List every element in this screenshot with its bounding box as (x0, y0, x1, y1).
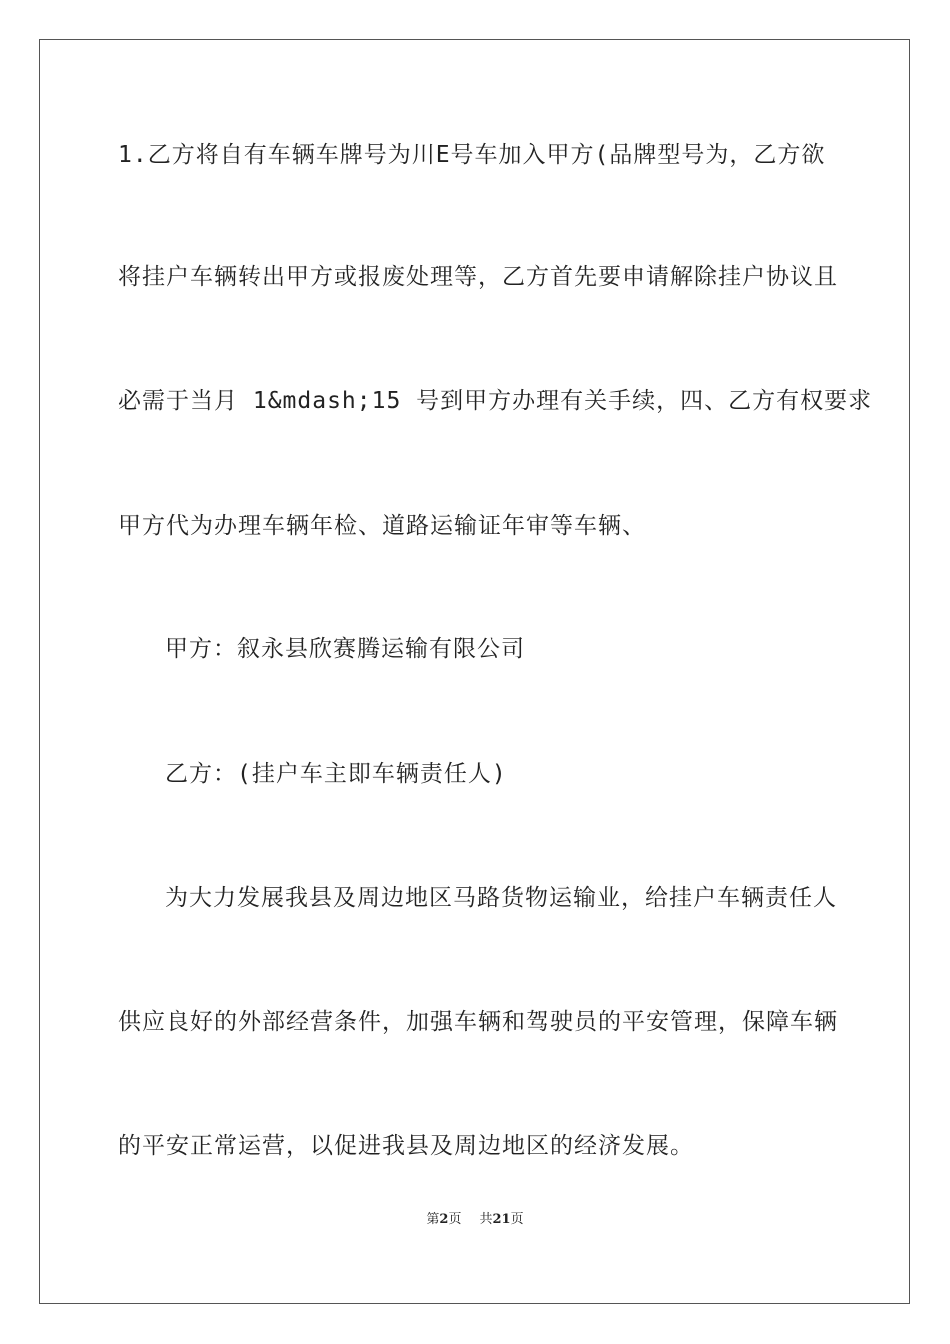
footer-page-suffix: 页 (448, 1212, 462, 1227)
footer-total-prefix: 共 (479, 1212, 493, 1227)
party-a-line: 甲方：叙永县欣赛腾运输有限公司 (165, 636, 525, 662)
purpose-line-2: 供应良好的外部经营条件，加强车辆和驾驶员的平安管理，保障车辆 (118, 1009, 838, 1035)
body-line-1: 1.乙方将自有车辆车牌号为川E号车加入甲方(品牌型号为，乙方欲 (118, 142, 826, 168)
body-line-4: 甲方代为办理车辆年检、道路运输证年审等车辆、 (118, 513, 646, 539)
page-frame (39, 39, 910, 1304)
footer-total-pages: 21 (492, 1212, 511, 1227)
party-b-line: 乙方：(挂户车主即车辆责任人) (165, 761, 507, 787)
page-footer (0, 1208, 950, 1227)
footer-current-page: 2 (439, 1212, 449, 1227)
body-line-2: 将挂户车辆转出甲方或报废处理等，乙方首先要申请解除挂户协议且 (118, 264, 838, 290)
body-line-3: 必需于当月 1&mdash;15 号到甲方办理有关手续，四、乙方有权要求 (118, 388, 873, 414)
purpose-line-3: 的平安正常运营，以促进我县及周边地区的经济发展。 (118, 1133, 694, 1159)
footer-page-prefix: 第 (426, 1212, 440, 1227)
footer-total-suffix: 页 (510, 1212, 524, 1227)
purpose-line-1: 为大力发展我县及周边地区马路货物运输业，给挂户车辆责任人 (165, 885, 837, 911)
